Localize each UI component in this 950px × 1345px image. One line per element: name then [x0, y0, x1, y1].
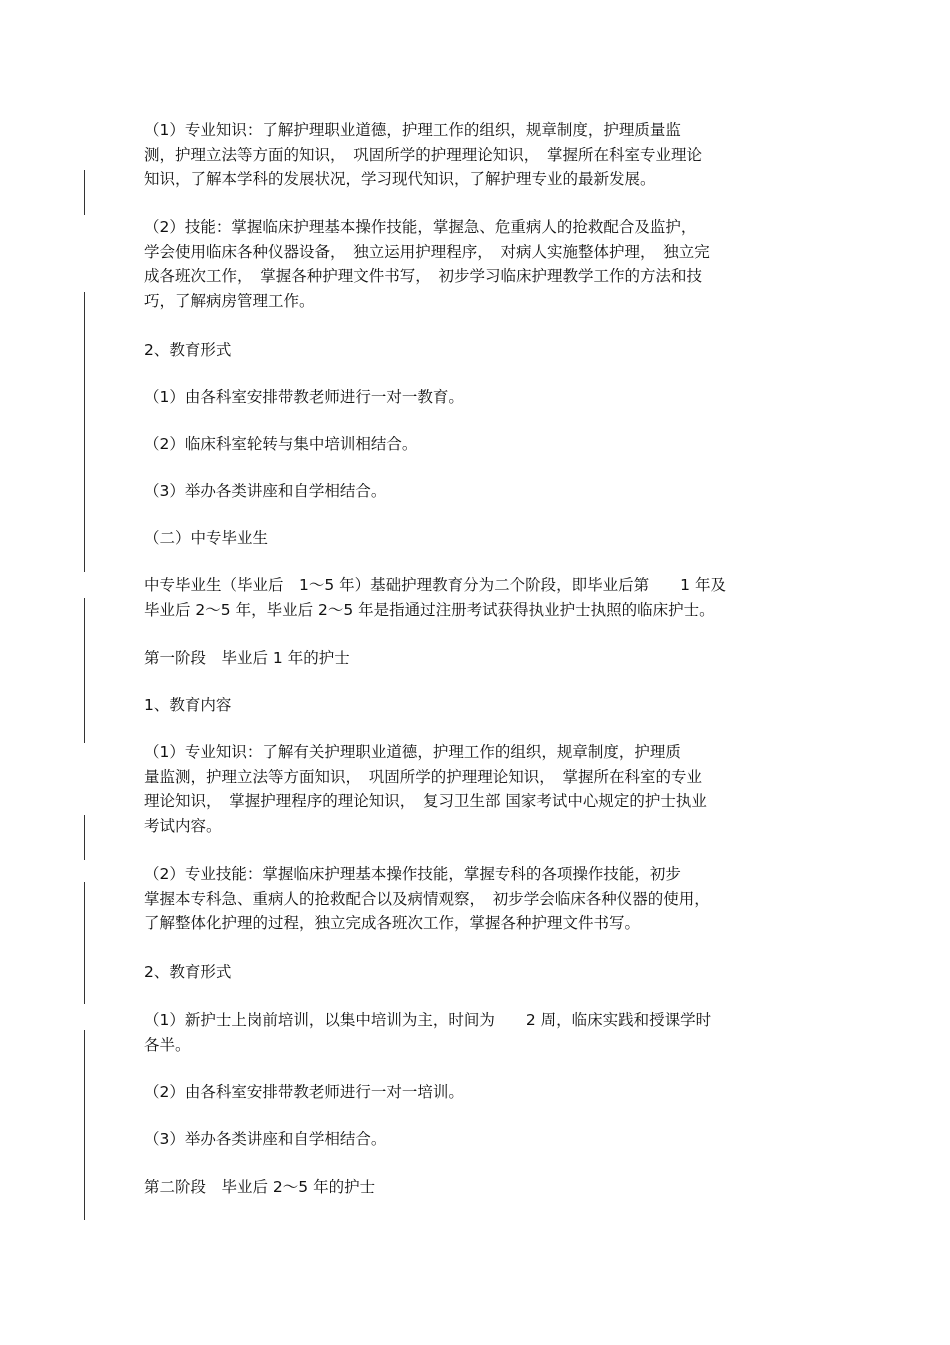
text-line: （2）临床科室轮转与集中培训相结合。: [144, 435, 418, 453]
text-line: 考试内容。: [144, 816, 222, 835]
paragraph-professional-knowledge-2: [144, 740, 808, 838]
margin-bar: [84, 598, 85, 743]
text-line: （1）专业知识：了解有关护理职业道德，护理工作的组织，规章制度，护理质: [144, 743, 681, 761]
heading-education-content: [144, 693, 808, 718]
text-line: 中专毕业生（毕业后 1～5 年）基础护理教育分为二个阶段，即毕业后第 1 年及: [144, 576, 726, 594]
text-line: （1）专业知识：了解护理职业道德，护理工作的组织，规章制度，护理质量监: [144, 121, 681, 139]
margin-bar: [84, 815, 85, 860]
text-line: 学会使用临床各种仪器设备， 独立运用护理程序， 对病人实施整体护理， 独立完: [144, 242, 710, 261]
text-line: （1）由各科室安排带教老师进行一对一教育。: [144, 388, 464, 406]
stage-heading-1: [144, 646, 808, 671]
margin-bar: [84, 292, 85, 572]
list-item: [144, 1008, 808, 1057]
margin-bar: [84, 170, 85, 215]
heading-education-form: [144, 338, 808, 363]
heading-education-form-2: [144, 960, 808, 985]
list-item: [144, 1127, 808, 1152]
text-line: （2）技能：掌握临床护理基本操作技能，掌握急、危重病人的抢救配合及监护，: [144, 218, 697, 236]
text-line: 第二阶段 毕业后 2～5 年的护士: [144, 1178, 376, 1196]
text-line: 2、教育形式: [144, 341, 232, 359]
text-line: 毕业后 2～5 年，毕业后 2～5 年是指通过注册考试获得执业护士执照的临床护士。: [144, 600, 715, 619]
margin-bar: [84, 882, 85, 1004]
paragraph-skills: [144, 215, 808, 313]
margin-bar: [84, 1030, 85, 1220]
list-item: [144, 1080, 808, 1105]
text-line: 了解整体化护理的过程，独立完成各班次工作，掌握各种护理文件书写。: [144, 914, 641, 932]
text-line: 知识，了解本学科的发展状况，学习现代知识，了解护理专业的最新发展。: [144, 170, 656, 188]
text-line: 量监测，护理立法等方面知识， 巩固所学的护理理论知识， 掌握所在科室的专业: [144, 767, 703, 786]
list-item: [144, 479, 808, 504]
text-line: （2）由各科室安排带教老师进行一对一培训。: [144, 1083, 464, 1101]
list-item: [144, 385, 808, 410]
text-line: 测，护理立法等方面的知识， 巩固所学的护理理论知识， 掌握所在科室专业理论: [144, 145, 703, 164]
list-item: [144, 432, 808, 457]
section-heading-secondary-graduates: [144, 526, 808, 551]
text-line: 第一阶段 毕业后 1 年的护士: [144, 649, 350, 667]
text-line: 成各班次工作， 掌握各种护理文件书写， 初步学习临床护理教学工作的方法和技: [144, 267, 703, 285]
paragraph-professional-knowledge: [144, 118, 808, 192]
text-line: 巧，了解病房管理工作。: [144, 291, 315, 310]
paragraph-graduates-intro: [144, 573, 808, 622]
text-line: 1、教育内容: [144, 696, 232, 714]
text-line: （2）专业技能：掌握临床护理基本操作技能，掌握专科的各项操作技能，初步: [144, 865, 681, 883]
text-line: （1）新护士上岗前培训，以集中培训为主，时间为 2 周，临床实践和授课学时: [144, 1011, 712, 1029]
text-line: （3）举办各类讲座和自学相结合。: [144, 482, 387, 500]
text-line: （二）中专毕业生: [144, 529, 269, 547]
paragraph-professional-skills: [144, 862, 808, 936]
stage-heading-2: [144, 1175, 808, 1200]
text-line: 各半。: [144, 1035, 191, 1054]
text-line: 理论知识， 掌握护理程序的理论知识， 复习卫生部 国家考试中心规定的护士执业: [144, 792, 707, 810]
text-line: 掌握本专科急、重病人的抢救配合以及病情观察， 初步学会临床各种仪器的使用，: [144, 889, 710, 908]
text-line: 2、教育形式: [144, 963, 232, 981]
text-line: （3）举办各类讲座和自学相结合。: [144, 1130, 387, 1148]
